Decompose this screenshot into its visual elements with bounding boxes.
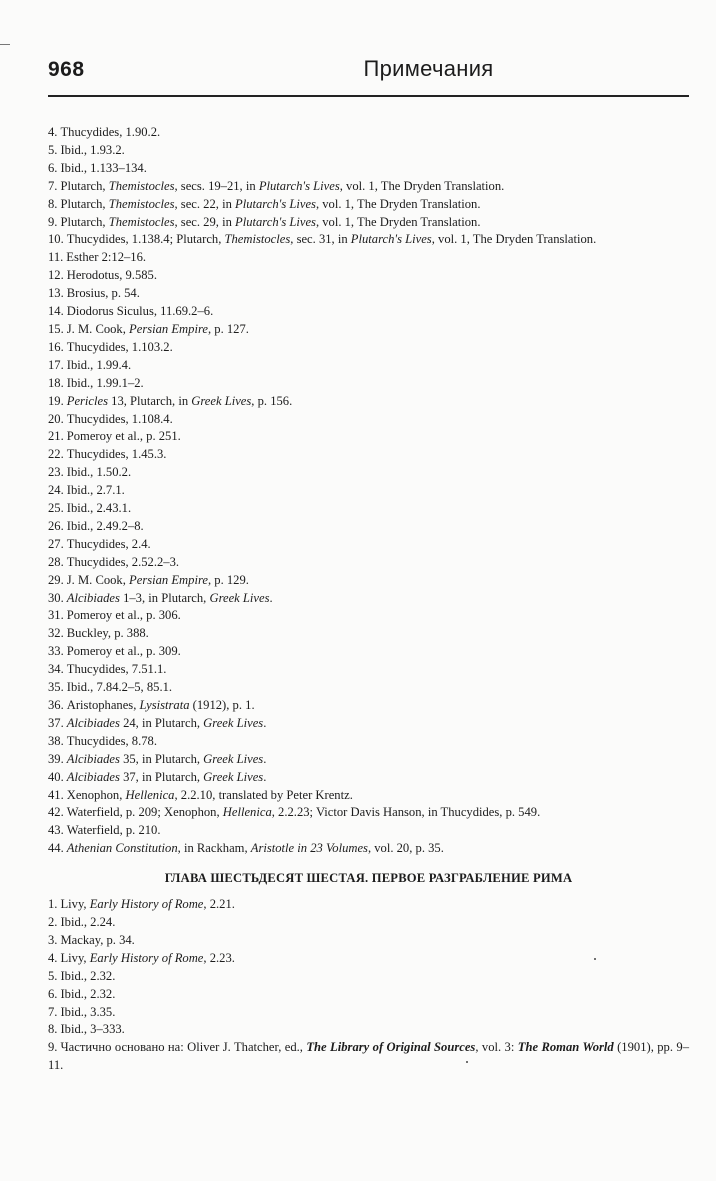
note-title-italic: Greek Lives xyxy=(203,715,264,730)
note-item xyxy=(48,769,689,787)
note-item xyxy=(48,214,689,232)
note-number: 6. xyxy=(48,160,58,175)
note-number: 9. xyxy=(48,214,58,229)
note-item xyxy=(48,267,689,285)
note-number: 36. xyxy=(48,698,64,712)
note-text: , in Rackham, xyxy=(177,841,251,856)
note-text: Ibid., 1.99.4. xyxy=(66,357,132,372)
note-number: 42. xyxy=(48,805,64,820)
note-text: Thucydides, 1.103.2. xyxy=(66,339,173,354)
note-item xyxy=(48,840,689,858)
note-item xyxy=(48,464,689,482)
chapter-heading: ГЛАВА ШЕСТЬДЕСЯТ ШЕСТАЯ. ПЕРВОЕ РАЗГРАБЛЕНИЕ РИМА xyxy=(164,871,573,886)
note-title-italic: Themistocles xyxy=(108,214,175,229)
note-item xyxy=(48,643,689,661)
note-text: , p. 129. xyxy=(207,572,249,587)
note-number: 2. xyxy=(48,914,58,929)
note-number: 3. xyxy=(48,932,58,947)
notes-list-chapter-65 xyxy=(48,124,689,858)
note-item xyxy=(48,607,689,625)
print-speck xyxy=(594,958,596,960)
note-item xyxy=(48,625,689,643)
note-text: J. M. Cook, xyxy=(66,321,130,336)
note-number: 25. xyxy=(48,501,64,516)
note-item xyxy=(48,1004,689,1022)
note-text: . xyxy=(263,769,267,784)
note-text: , vol. 1, The Dryden Translation. xyxy=(315,214,481,229)
note-text: 1–3, in Plutarch, xyxy=(119,590,210,605)
note-item xyxy=(48,518,689,536)
note-text: Livy, xyxy=(60,950,90,965)
note-item xyxy=(48,124,689,142)
note-title-italic: Greek Lives xyxy=(191,393,252,408)
note-text: Xenophon, xyxy=(66,787,126,802)
note-item xyxy=(48,679,689,697)
note-item xyxy=(48,986,689,1004)
note-text: Diodorus Siculus, 11.69.2–6. xyxy=(66,304,214,319)
note-text: Thucydides, 8.78. xyxy=(66,733,157,748)
note-item xyxy=(48,339,689,357)
note-item xyxy=(48,393,689,411)
note-title-italic: The Roman World xyxy=(517,1040,614,1055)
note-text: Thucydides, 1.90.2. xyxy=(60,125,161,139)
note-title-italic: Plutarch's Lives xyxy=(235,196,316,211)
note-text: , sec. 31, in xyxy=(290,232,351,247)
note-text: Plutarch, xyxy=(60,196,109,211)
note-text: Thucydides, 2.4. xyxy=(66,536,151,551)
note-number: 4. xyxy=(48,950,58,965)
note-text: Ibid., 7.84.2–5, 85.1. xyxy=(66,680,173,695)
note-number: 10. xyxy=(48,232,64,247)
note-title-italic: Plutarch's Lives xyxy=(350,232,432,247)
note-text: , vol. 1, The Dryden Translation. xyxy=(339,178,505,193)
note-item xyxy=(48,196,689,214)
note-text: Ibid., 1.99.1–2. xyxy=(66,375,144,390)
note-item xyxy=(48,715,689,733)
note-text: , 2.2.10, translated by Peter Krentz. xyxy=(174,787,353,802)
gutter-mark xyxy=(0,44,10,45)
note-number: 9. xyxy=(48,1040,58,1055)
note-item xyxy=(48,1021,689,1039)
note-text: , 2.23. xyxy=(203,950,235,965)
note-title-italic: Alcibiades xyxy=(66,715,120,730)
note-text: Thucydides, 1.45.3. xyxy=(66,447,167,462)
note-text: Thucydides, 1.108.4. xyxy=(66,411,173,426)
note-text: Ibid., 2.32. xyxy=(60,986,116,1001)
note-text: J. M. Cook, xyxy=(66,572,130,587)
note-text: , 2.2.23; Victor Davis Hanson, in Thucydides, p. 549. xyxy=(271,805,541,820)
note-text: , sec. 29, in xyxy=(174,214,236,229)
note-title-italic: Aristotle in 23 Volumes xyxy=(250,841,368,856)
note-number: 29. xyxy=(48,572,64,587)
note-text: Ibid., 3–333. xyxy=(60,1022,125,1037)
note-text: . xyxy=(263,751,267,766)
note-text: 24, in Plutarch, xyxy=(119,715,204,730)
page-number: 968 xyxy=(48,58,85,81)
note-title-italic: Lysistrata xyxy=(139,698,190,712)
note-title-italic: Greek Lives xyxy=(209,590,270,605)
note-item xyxy=(48,661,689,679)
note-text: Ibid., 1.133–134. xyxy=(60,160,147,175)
note-text: Ibid., 1.50.2. xyxy=(66,465,132,480)
note-text: Aristophanes, xyxy=(66,698,140,712)
note-title-italic: Hellenica xyxy=(125,787,175,802)
note-number: 34. xyxy=(48,662,64,677)
note-item xyxy=(48,950,689,968)
note-text: Ibid., 2.49.2–8. xyxy=(66,518,144,533)
note-title-italic: Persian Empire xyxy=(129,572,208,587)
note-text: (1901), pp. 9–11. xyxy=(48,1040,689,1073)
note-text: Buckley, p. 388. xyxy=(66,626,149,641)
note-number: 21. xyxy=(48,429,64,444)
note-item xyxy=(48,554,689,572)
note-item xyxy=(48,968,689,986)
note-item xyxy=(48,482,689,500)
notes-body xyxy=(48,124,689,1075)
note-item xyxy=(48,1039,689,1075)
note-item xyxy=(48,914,689,932)
note-title-italic: Greek Lives xyxy=(203,751,264,766)
note-text: 13, Plutarch, in xyxy=(108,393,192,408)
note-number: 12. xyxy=(48,268,64,283)
note-item xyxy=(48,500,689,518)
note-text: . xyxy=(263,715,267,730)
note-number: 18. xyxy=(48,375,64,390)
note-number: 32. xyxy=(48,626,64,641)
note-number: 33. xyxy=(48,644,64,659)
note-number: 1. xyxy=(48,897,58,912)
note-text: . xyxy=(269,590,273,605)
note-title-italic: Greek Lives xyxy=(203,769,264,784)
note-number: 13. xyxy=(48,286,64,301)
note-title-italic: Pericles xyxy=(66,393,109,408)
note-title-italic: Plutarch's Lives xyxy=(258,178,340,193)
note-number: 7. xyxy=(48,178,58,193)
note-item xyxy=(48,697,689,715)
note-number: 5. xyxy=(48,968,58,983)
note-item xyxy=(48,321,689,339)
note-number: 43. xyxy=(48,823,64,838)
note-text: Thucydides, 1.138.4; Plutarch, xyxy=(66,232,225,247)
note-text: Plutarch, xyxy=(60,214,109,229)
note-text: Mackay, p. 34. xyxy=(60,932,135,947)
note-item xyxy=(48,787,689,805)
note-text: , vol. 20, p. 35. xyxy=(367,841,444,856)
note-item xyxy=(48,572,689,590)
note-text: Brosius, p. 54. xyxy=(66,286,140,301)
note-title-italic: Themistocles xyxy=(108,178,175,193)
note-title-italic: Alcibiades xyxy=(66,769,120,784)
note-number: 22. xyxy=(48,447,64,462)
note-number: 38. xyxy=(48,733,64,748)
note-title-italic: Themistocles xyxy=(224,232,291,247)
note-text: Pomeroy et al., p. 251. xyxy=(66,429,181,444)
note-item xyxy=(48,428,689,446)
note-text: Thucydides, 2.52.2–3. xyxy=(66,554,180,569)
note-title-italic: Themistocles xyxy=(108,196,175,211)
note-text: 37, in Plutarch, xyxy=(119,769,204,784)
note-text: Ibid., 2.32. xyxy=(60,968,116,983)
note-item xyxy=(48,751,689,769)
page-header xyxy=(48,52,689,92)
note-item xyxy=(48,733,689,751)
note-number: 17. xyxy=(48,357,64,372)
running-title: Примечания xyxy=(363,56,494,81)
note-title-italic: Athenian Constitution xyxy=(66,841,178,856)
note-item xyxy=(48,590,689,608)
note-text: Ibid., 2.43.1. xyxy=(66,501,132,516)
note-number: 6. xyxy=(48,986,58,1001)
note-number: 7. xyxy=(48,1004,58,1019)
note-text: Pomeroy et al., p. 309. xyxy=(66,644,181,659)
note-text: , sec. 22, in xyxy=(174,196,236,211)
note-number: 24. xyxy=(48,483,64,498)
note-item xyxy=(48,142,689,160)
note-item xyxy=(48,249,689,267)
note-title-italic: Early History of Rome xyxy=(89,897,204,912)
note-number: 39. xyxy=(48,751,64,766)
note-number: 19. xyxy=(48,393,64,408)
note-number: 23. xyxy=(48,465,64,480)
note-number: 8. xyxy=(48,196,58,211)
note-number: 11. xyxy=(48,250,64,265)
note-title-italic: Plutarch's Lives xyxy=(235,214,316,229)
note-item xyxy=(48,357,689,375)
note-title-italic: Hellenica xyxy=(222,805,272,820)
note-number: 16. xyxy=(48,339,64,354)
note-item xyxy=(48,375,689,393)
note-text: Herodotus, 9.585. xyxy=(66,268,157,283)
note-text: Ibid., 3.35. xyxy=(60,1004,116,1019)
note-title-italic: Alcibiades xyxy=(66,751,120,766)
note-text: , 2.21. xyxy=(203,897,235,912)
note-text: Thucydides, 7.51.1. xyxy=(66,662,167,677)
note-item xyxy=(48,822,689,840)
note-text: Ibid., 2.7.1. xyxy=(66,483,125,498)
note-item xyxy=(48,446,689,464)
note-item xyxy=(48,231,689,249)
print-speck xyxy=(466,1061,468,1063)
note-number: 4. xyxy=(48,125,58,139)
note-text: Waterfield, p. 210. xyxy=(66,823,161,838)
note-number: 8. xyxy=(48,1022,58,1037)
note-text: Plutarch, xyxy=(60,178,109,193)
note-text: 35, in Plutarch, xyxy=(119,751,204,766)
note-text: , secs. 19–21, in xyxy=(174,178,259,193)
note-item xyxy=(48,178,689,196)
notes-list-chapter-66 xyxy=(48,896,689,1075)
note-title-italic: The Library of Original Sources xyxy=(306,1040,476,1055)
note-text: Esther 2:12–16. xyxy=(66,250,147,265)
note-text: , p. 156. xyxy=(251,393,293,408)
note-number: 44. xyxy=(48,841,64,856)
note-title-italic: Early History of Rome xyxy=(89,950,204,965)
note-text: Waterfield, p. 209; Xenophon, xyxy=(66,805,223,820)
note-text: Ibid., 2.24. xyxy=(60,914,116,929)
note-number: 27. xyxy=(48,536,64,551)
note-number: 5. xyxy=(48,142,58,157)
note-item xyxy=(48,536,689,554)
note-title-italic: Persian Empire xyxy=(129,321,208,336)
note-number: 31. xyxy=(48,608,64,623)
header-rule xyxy=(48,95,689,97)
note-number: 28. xyxy=(48,554,64,569)
note-text: , vol. 1, The Dryden Translation. xyxy=(315,196,481,211)
note-text: Livy, xyxy=(60,897,90,912)
note-item xyxy=(48,896,689,914)
note-title-italic: Alcibiades xyxy=(66,590,120,605)
note-number: 37. xyxy=(48,715,64,730)
note-number: 30. xyxy=(48,590,64,605)
note-item xyxy=(48,932,689,950)
note-number: 15. xyxy=(48,321,64,336)
note-number: 26. xyxy=(48,518,64,533)
note-text: , vol. 3: xyxy=(475,1040,518,1055)
note-text: , vol. 1, The Dryden Translation. xyxy=(431,232,597,247)
note-item xyxy=(48,411,689,429)
note-number: 40. xyxy=(48,769,64,784)
note-number: 35. xyxy=(48,680,64,695)
note-text: Pomeroy et al., p. 306. xyxy=(66,608,181,623)
note-number: 41. xyxy=(48,787,64,802)
note-item xyxy=(48,303,689,321)
note-number: 20. xyxy=(48,411,64,426)
note-item xyxy=(48,285,689,303)
note-number: 14. xyxy=(48,304,64,319)
note-item xyxy=(48,804,689,822)
note-text: Частично основано на: Oliver J. Thatcher, ed., xyxy=(60,1040,307,1055)
note-text: , p. 127. xyxy=(207,321,249,336)
note-text: (1912), p. 1. xyxy=(189,698,255,712)
note-text: Ibid., 1.93.2. xyxy=(60,142,125,157)
note-item xyxy=(48,160,689,178)
